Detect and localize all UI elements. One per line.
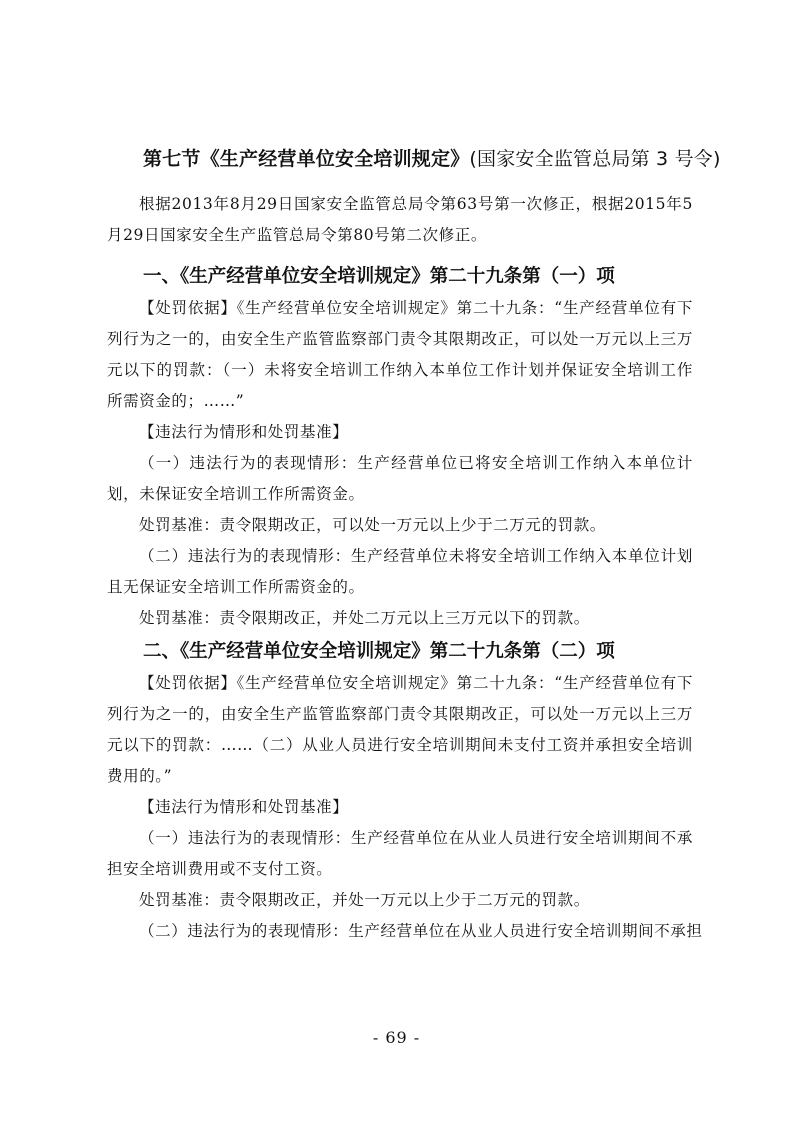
section-title-main: 第七节《生产经营单位安全培训规定》 [143, 148, 470, 170]
item-1-penalty-1: 处罚基准：责令限期改正，可以处一万元以上少于二万元的罚款。 [139, 516, 606, 534]
item-2-case-2-partial: （二）违法行为的表现情形：生产经营单位在从业人员进行安全培训期间不承担 [139, 922, 703, 940]
item-1-basis-text: 《生产经营单位安全培训规定》第二十九条：“生产经营单位有下列行为之一的，由安全生产监管监察部门责令其限期改正，可以处一万元以上三万元以下的罚款：（一）未将安全培训工作纳入本单位工作计划并保证安全培训工作所需资金的；……” [107, 299, 694, 410]
item-2-heading: 二、《生产经营单位安全培训规定》第二十九条第（二）项 [143, 641, 615, 662]
intro-paragraph: 根据2013年8月29日国家安全监管总局令第63号第一次修正，根据2015年5月29日国家安全生产监管总局令第80号第二次修正。 [107, 195, 693, 244]
page-content [107, 143, 721, 947]
item-2-penalty-1: 处罚基准：责令限期改正，并处一万元以上少于二万元的罚款。 [139, 891, 590, 909]
item-2-basis [107, 668, 693, 792]
item-1-basis [107, 293, 693, 417]
item-2-standard-label: 【违法行为情形和处罚基准】 [139, 798, 349, 816]
item-1-heading: 一、《生产经营单位安全培训规定》第二十九条第（一）项 [143, 266, 615, 287]
page-number: - 69 - [372, 1028, 421, 1047]
item-1-case-1: （一）违法行为的表现情形：生产经营单位已将安全培训工作纳入本单位计划，未保证安全培训工作所需资金。 [107, 454, 693, 503]
item-1-standard-label: 【违法行为情形和处罚基准】 [139, 423, 349, 441]
item-1-penalty-2: 处罚基准：责令限期改正，并处二万元以上三万元以下的罚款。 [139, 609, 590, 627]
section-title [107, 143, 721, 175]
item-2-basis-label: 【处罚依据】 [139, 674, 237, 692]
item-1-basis-label: 【处罚依据】 [139, 299, 237, 317]
section-title-sub: (国家安全监管总局第 3 号令) [469, 148, 721, 170]
item-2-case-1: （一）违法行为的表现情形：生产经营单位在从业人员进行安全培训期间不承担安全培训费用或不支付工资。 [107, 829, 693, 878]
item-2-basis-text: 《生产经营单位安全培训规定》第二十九条：“生产经营单位有下列行为之一的，由安全生产监管监察部门责令其限期改正，可以处一万元以上三万元以下的罚款：……（二）从业人员进行安全培训期间未支付工资并承担安全培训费用的。” [107, 674, 694, 785]
item-1-case-2: （二）违法行为的表现情形：生产经营单位未将安全培训工作纳入本单位计划且无保证安全培训工作所需资金的。 [107, 547, 693, 596]
